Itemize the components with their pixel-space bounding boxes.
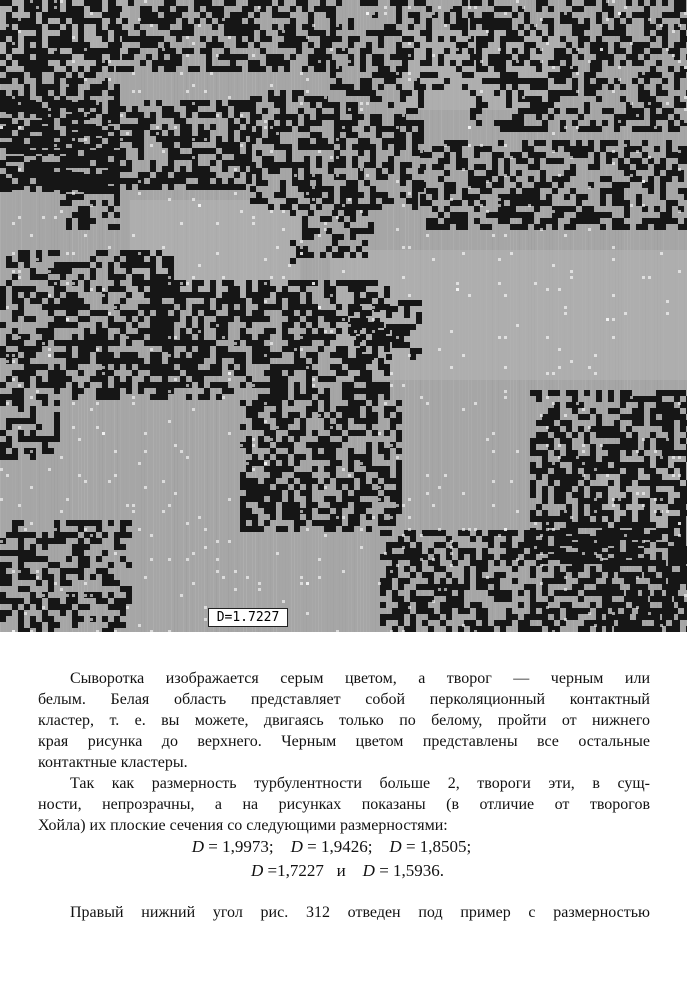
formula-value: 1,5936. (393, 861, 445, 880)
formula-symbol: D (191, 837, 204, 856)
formula-line-2: D =1,7227 и D = 1,5936. (250, 861, 445, 880)
text-line: края рисунка до верхнего. Черным цветом представлены все остальные (38, 733, 650, 750)
text-line: белым. Белая область представляет собой перколяционный контактный (38, 691, 650, 708)
formula-value: 1,8505; (419, 837, 472, 856)
paragraph-3 (38, 902, 650, 923)
formula-line-1: D = 1,9973; D = 1,9426; D = 1,8505; (191, 837, 472, 856)
text-line: Правый нижний угол рис. 312 отведен под пример с размерностью (70, 904, 650, 921)
text-line: ности, непрозрачны, а на рисунках показаны (в отличие от творогов (38, 796, 650, 813)
text-line: Так как размерность турбулентности больше 2, твороги эти, в сущ- (70, 775, 650, 792)
paragraph-1 (38, 668, 650, 773)
text-line: Хойла) их плоские сечения со следующими размерностями: (38, 817, 448, 834)
text-line: Сыворотка изображается серым цветом, а творог — черным или (70, 670, 650, 687)
formula-symbol: D (250, 861, 264, 880)
formula-value: 1,7227 (277, 861, 324, 880)
formula-conjunction: и (336, 861, 346, 880)
text-line: кластер, т. е. вы можете, двигаясь только по белому, пройти от нижнего (38, 712, 650, 729)
formula-value: 1,9426; (320, 837, 373, 856)
formula-value: 1,9973; (222, 837, 274, 856)
figure-label: D=1.7227 (208, 608, 288, 627)
text-line: контактные кластеры. (38, 754, 188, 771)
paragraph-2 (38, 773, 650, 836)
formula-symbol: D (290, 837, 303, 856)
formula-symbol: D (389, 837, 402, 856)
formula-symbol: D (362, 861, 375, 880)
